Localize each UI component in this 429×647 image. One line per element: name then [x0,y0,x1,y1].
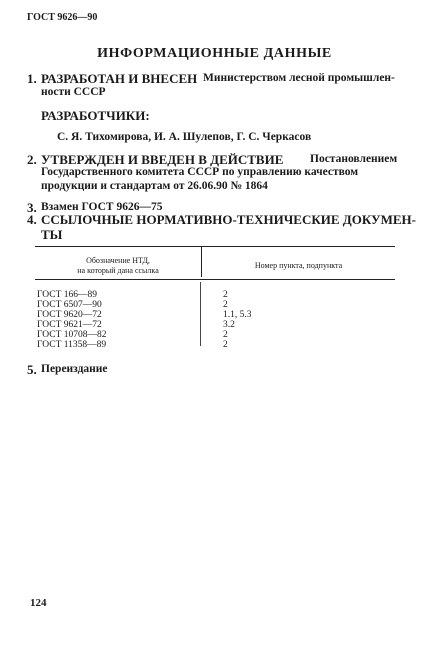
document-code: ГОСТ 9626—90 [27,12,98,23]
table-row-doc: ГОСТ 10708—82 [37,330,107,340]
table-row-doc: ГОСТ 9621—72 [37,320,102,330]
section-4-heading-line1: ССЫЛОЧНЫЕ НОРМАТИВНО-ТЕХНИЧЕСКИЕ ДОКУМЕН- [41,212,416,227]
section-2-number: 2. [27,152,37,167]
page-number: 124 [30,597,47,609]
table-row-doc: ГОСТ 11358—89 [37,340,107,350]
section-3-number: 3. [27,200,37,215]
table-row-clause: 1.1, 5.3 [223,310,252,320]
section-2-text-inline: Постановлением [310,153,398,165]
table-row-clause: 2 [223,340,228,350]
section-2-heading: УТВЕРЖДЕН И ВВЕДЕН В ДЕЙСТВИЕ [41,152,284,167]
table-col1-header [35,256,201,276]
page-title: ИНФОРМАЦИОННЫЕ ДАННЫЕ [97,46,332,61]
table-row-doc: ГОСТ 9620—72 [37,310,102,320]
developers-heading: РАЗРАБОТЧИКИ: [41,108,150,123]
table-row-clause: 2 [223,300,228,310]
section-4-number: 4. [27,212,37,227]
section-4-heading-line2: ТЫ [41,227,63,242]
table-col1-header-line1: Обозначение НТД, [86,256,150,265]
table-row-clause: 3.2 [223,320,235,330]
table-col2-header: Номер пункта, подпункта [254,261,343,270]
section-1-number: 1. [27,71,37,86]
table-row-clause: 2 [223,290,228,300]
section-2-text-line2: Государственного комитета СССР по управлению качеством [41,166,359,178]
section-5-number: 5. [27,362,37,377]
section-3-text: Взамен ГОСТ 9626—75 [41,201,163,213]
table-row-clause: 2 [223,330,228,340]
table-row-doc: ГОСТ 6507—90 [37,300,102,310]
table-row-doc: ГОСТ 166—89 [37,290,97,300]
section-1-text-line2: ности СССР [41,86,106,98]
section-2-text-line3: продукции и стандартам от 26.06.90 № 1864 [41,180,268,192]
table-col1-header-line2: на который дана ссылка [77,266,159,275]
reference-table-header [35,246,395,280]
section-5-text: Переиздание [41,363,108,375]
developers-list: С. Я. Тихомирова, И. А. Шулепов, Г. С. Черкасов [57,131,312,143]
table-body-divider [200,282,201,346]
section-1-text-line1: Министерством лесной промышлен- [203,72,395,84]
section-1-heading: РАЗРАБОТАН И ВНЕСЕН [41,71,198,86]
